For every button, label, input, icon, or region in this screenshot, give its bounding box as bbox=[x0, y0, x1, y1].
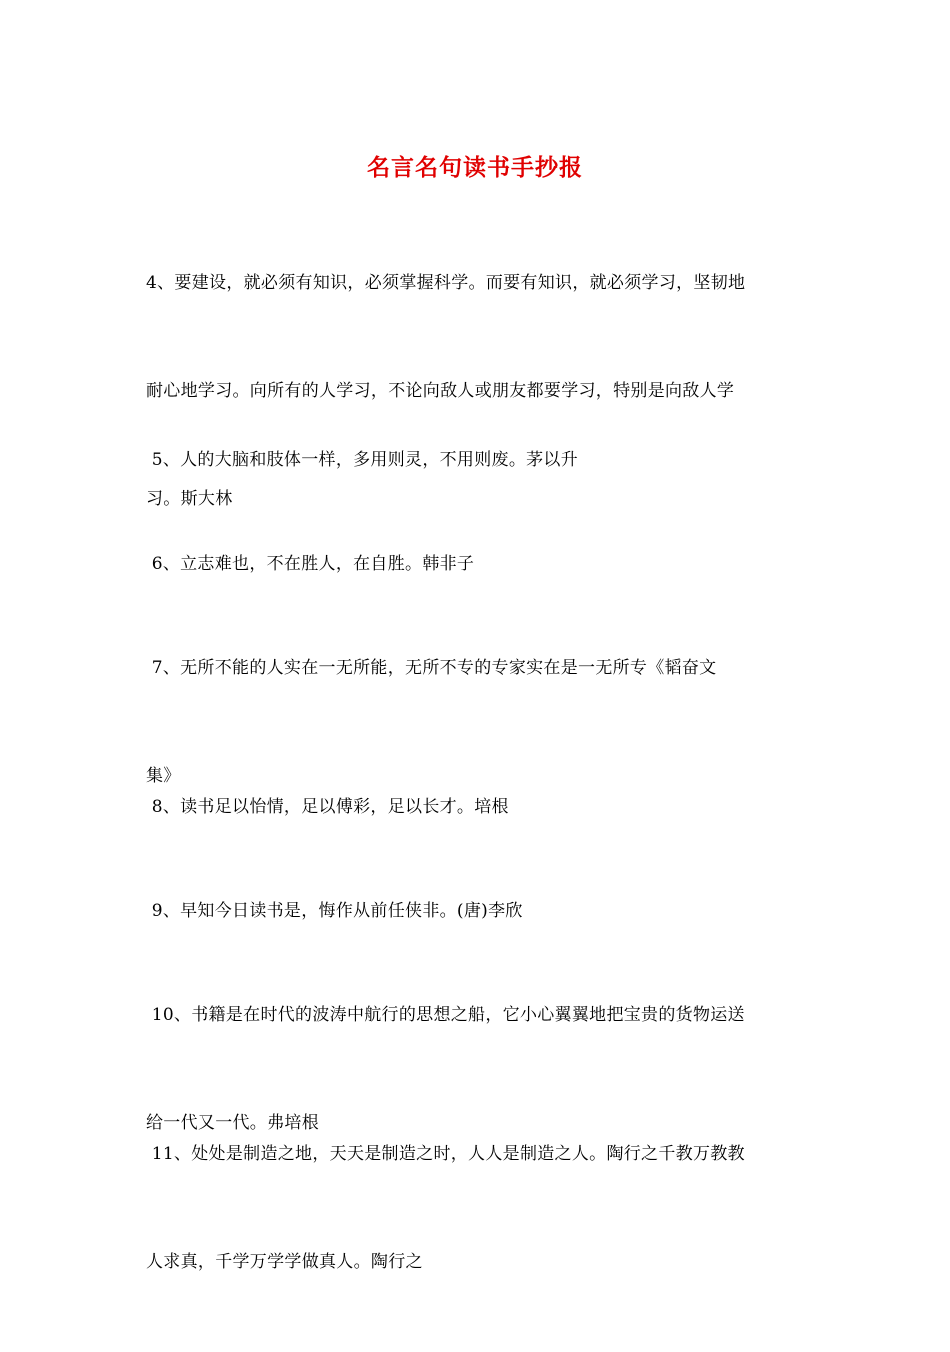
quote-11 bbox=[146, 1064, 810, 1352]
quote-line: 人求真，千学万学学做真人。陶行之 bbox=[146, 1252, 423, 1272]
quote-line: 9、早知今日读书是，悔作从前任侠非。(唐)李欣 bbox=[146, 901, 523, 921]
quote-line: 4、要建设，就必须有知识，必须掌握科学。而要有知识，就必须学习，坚韧地 bbox=[146, 273, 746, 293]
quote-line: 5、人的大脑和肢体一样，多用则灵，不用则废。茅以升 bbox=[146, 450, 579, 470]
quote-line: 6、立志难也，不在胜人，在自胜。韩非子 bbox=[146, 554, 475, 574]
quote-line: 给一代又一代。弗培根 bbox=[146, 1113, 319, 1133]
quote-line: 11、处处是制造之地，天天是制造之时，人人是制造之人。陶行之千教万教教 bbox=[146, 1144, 745, 1164]
quote-line: 习。斯大林 bbox=[146, 489, 233, 509]
quote-line: 7、无所不能的人实在一无所能，无所不专的专家实在是一无所专《韬奋文 bbox=[146, 658, 717, 678]
quote-line: 集》 bbox=[146, 766, 181, 786]
page-title: 名言名句读书手抄报 bbox=[367, 154, 583, 181]
quote-line: 10、书籍是在时代的波涛中航行的思想之船，它小心翼翼地把宝贵的货物运送 bbox=[146, 1005, 745, 1025]
quote-line: 8、读书足以怡情，足以傅彩，足以长才。培根 bbox=[146, 797, 509, 817]
quote-line: 耐心地学习。向所有的人学习，不论向敌人或朋友都要学习，特别是向敌人学 bbox=[146, 381, 735, 401]
